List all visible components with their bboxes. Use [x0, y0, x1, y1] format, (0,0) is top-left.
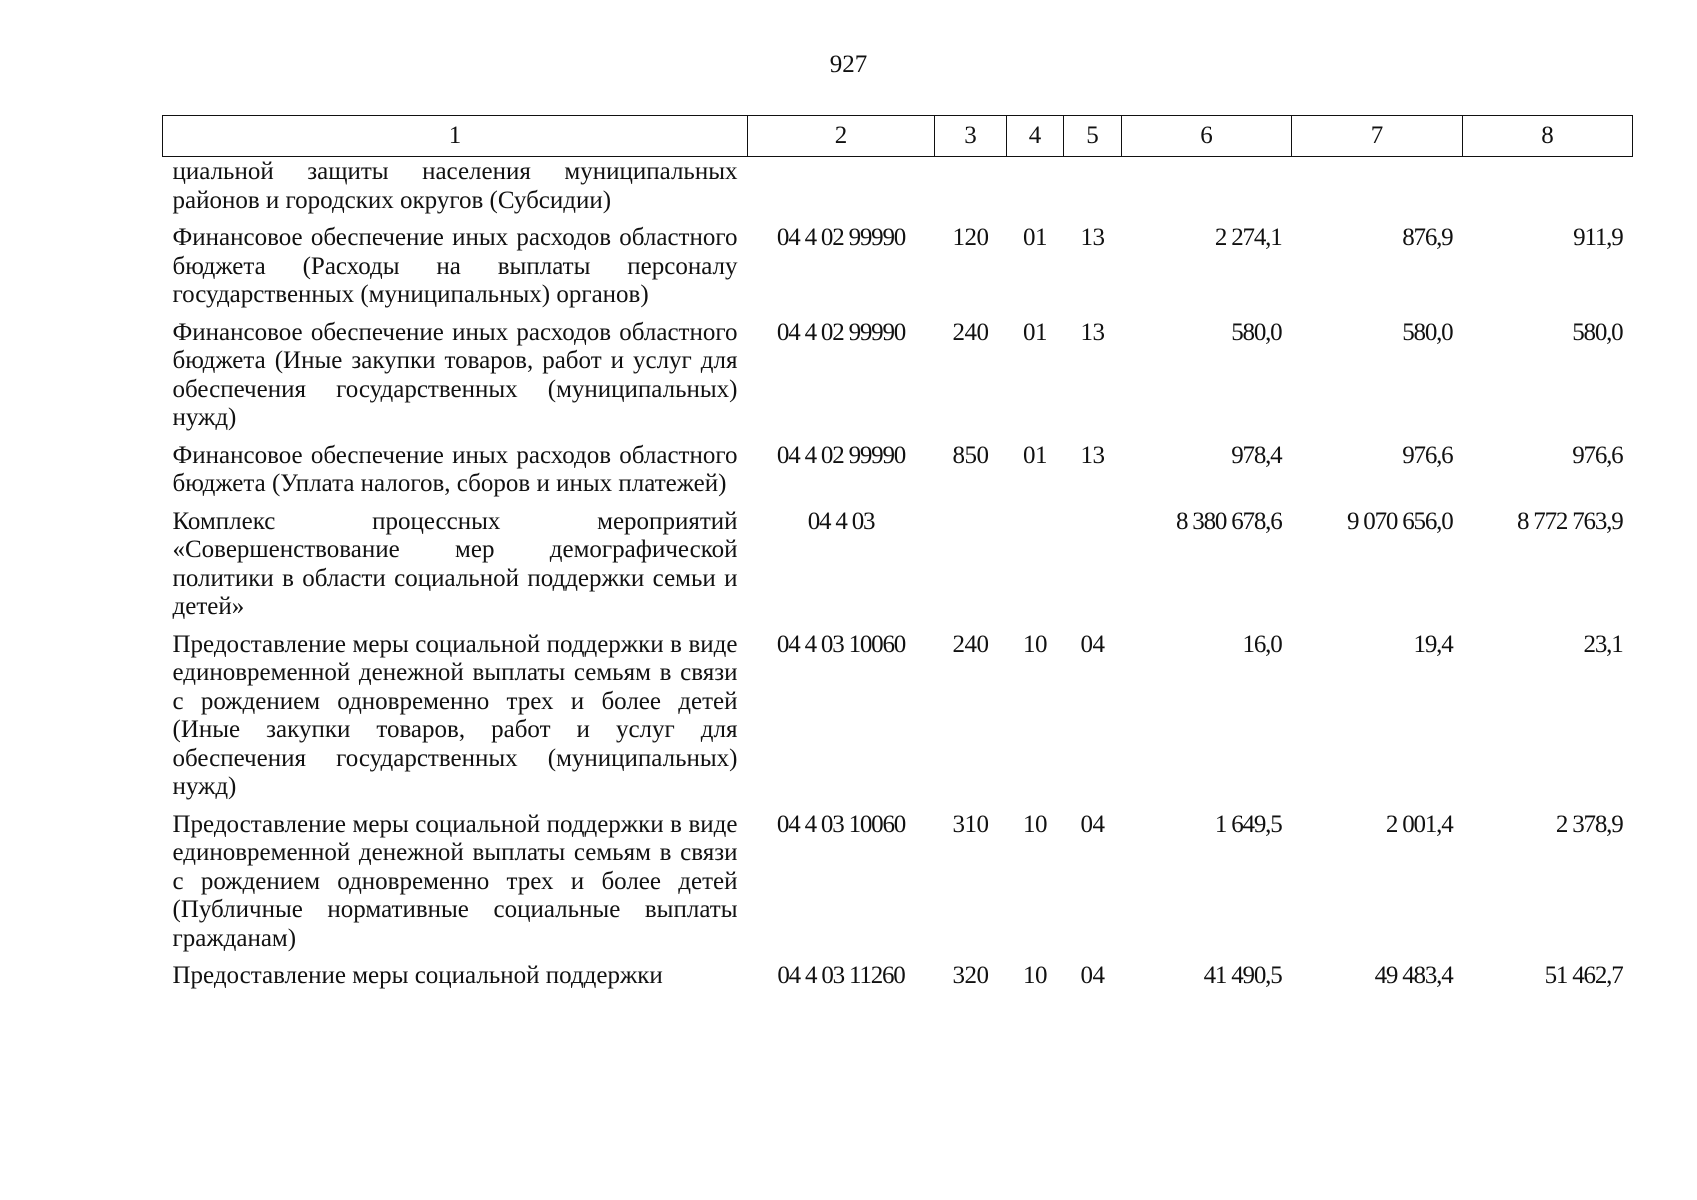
amount-col-7: 19,4 — [1413, 630, 1453, 658]
amount-col-6: 580,0 — [1231, 318, 1282, 346]
target-article-code: 04 4 03 10060 — [776, 630, 906, 658]
header-row — [163, 116, 1633, 157]
expense-type-code: 240 — [952, 630, 989, 658]
subsection-code — [1064, 508, 1122, 631]
column-header-2: 2 — [748, 116, 935, 157]
section-code: 10 — [1023, 962, 1047, 989]
row-description: Комплекс процессных мероприятий «Совершенствование мер демографической политики в области социальной поддержки семьи и детей» — [172, 507, 738, 620]
column-header-8: 8 — [1463, 116, 1633, 157]
page-number: 927 — [829, 51, 868, 78]
table-row — [163, 508, 1633, 631]
subsection-code: 13 — [1080, 441, 1105, 469]
table-row — [163, 631, 1633, 811]
subsection-code: 04 — [1080, 630, 1105, 658]
amount-col-8: 51 462,7 — [1544, 962, 1623, 989]
row-description: Предоставление меры социальной поддержки в виде единовременной денежной выплаты семьям в связи с рождением одновременно трех и более детей (Публичные нормативные социальные выплаты гражданам) — [172, 810, 738, 952]
amount-col-8: 8 772 763,9 — [1516, 507, 1623, 535]
section-code: 01 — [1023, 224, 1047, 251]
subsection-code: 13 — [1080, 224, 1105, 251]
amount-col-8 — [1463, 157, 1633, 225]
subsection-code — [1064, 157, 1122, 225]
section-code — [1007, 508, 1064, 631]
table-row — [163, 962, 1633, 1000]
amount-col-7 — [1292, 157, 1463, 225]
amount-col-8: 2 378,9 — [1555, 810, 1623, 838]
expense-type-code: 850 — [952, 441, 989, 469]
column-header-6: 6 — [1122, 116, 1292, 157]
column-header-1: 1 — [163, 116, 748, 157]
amount-col-7: 876,9 — [1402, 224, 1453, 251]
target-article-code: 04 4 03 — [807, 507, 875, 535]
amount-col-8: 911,9 — [1573, 224, 1623, 251]
amount-col-8: 23,1 — [1583, 630, 1623, 658]
subsection-code: 13 — [1080, 318, 1105, 346]
expense-type-code: 310 — [952, 810, 989, 838]
amount-col-7: 2 001,4 — [1385, 810, 1453, 838]
target-article-code: 04 4 02 99990 — [776, 441, 906, 469]
amount-col-6: 978,4 — [1231, 441, 1282, 469]
amount-col-6: 1 649,5 — [1214, 810, 1282, 838]
budget-table — [162, 115, 1633, 1000]
amount-col-6: 41 490,5 — [1203, 962, 1282, 989]
row-description: Предоставление меры социальной поддержки в виде единовременной денежной выплаты семьям в связи с рождением одновременно трех и более детей (Иные закупки товаров, работ и услуг для обеспечения государственных (муниципальных) нужд) — [172, 630, 738, 800]
subsection-code: 04 — [1080, 810, 1105, 838]
table-row — [163, 811, 1633, 963]
expense-type-code — [935, 157, 1007, 225]
amount-col-6: 8 380 678,6 — [1175, 507, 1282, 535]
table-row — [163, 224, 1633, 319]
section-code — [1007, 157, 1064, 225]
row-description: циальной защиты населения муниципальных районов и городских округов (Субсидии) — [172, 158, 738, 214]
section-code: 01 — [1023, 441, 1047, 469]
amount-col-7: 9 070 656,0 — [1346, 507, 1453, 535]
column-header-7: 7 — [1292, 116, 1463, 157]
target-article-code: 04 4 03 11260 — [777, 962, 905, 989]
target-article-code — [748, 157, 935, 225]
table-row — [163, 442, 1633, 508]
expense-type-code: 120 — [952, 224, 989, 251]
table-body — [163, 157, 1633, 1000]
amount-col-8: 976,6 — [1572, 441, 1623, 469]
amount-col-6 — [1122, 157, 1292, 225]
section-code: 10 — [1023, 630, 1047, 658]
expense-type-code — [935, 508, 1007, 631]
amount-col-6: 2 274,1 — [1214, 224, 1282, 251]
amount-col-6: 16,0 — [1242, 630, 1282, 658]
column-header-5: 5 — [1064, 116, 1122, 157]
subsection-code: 04 — [1080, 962, 1105, 989]
expense-type-code: 240 — [952, 318, 989, 346]
table-header — [163, 116, 1633, 157]
amount-col-7: 580,0 — [1402, 318, 1453, 346]
row-description: Предоставление меры социальной поддержки — [172, 962, 663, 989]
row-description: Финансовое обеспечение иных расходов областного бюджета (Уплата налогов, сборов и иных платежей) — [172, 441, 738, 497]
amount-col-7: 49 483,4 — [1374, 962, 1453, 989]
table-row — [163, 319, 1633, 442]
amount-col-7: 976,6 — [1402, 441, 1453, 469]
row-description: Финансовое обеспечение иных расходов областного бюджета (Иные закупки товаров, работ и услуг для обеспечения государственных (муниципальных) нужд) — [172, 318, 738, 431]
table-row — [163, 157, 1633, 225]
target-article-code: 04 4 02 99990 — [776, 318, 906, 346]
column-header-3: 3 — [935, 116, 1007, 157]
expense-type-code: 320 — [952, 962, 989, 989]
target-article-code: 04 4 02 99990 — [776, 224, 906, 251]
amount-col-8: 580,0 — [1572, 318, 1623, 346]
target-article-code: 04 4 03 10060 — [776, 810, 906, 838]
column-header-4: 4 — [1007, 116, 1064, 157]
section-code: 10 — [1023, 810, 1047, 838]
row-description: Финансовое обеспечение иных расходов областного бюджета (Расходы на выплаты персоналу государственных (муниципальных) органов) — [172, 224, 738, 308]
section-code: 01 — [1023, 318, 1047, 346]
